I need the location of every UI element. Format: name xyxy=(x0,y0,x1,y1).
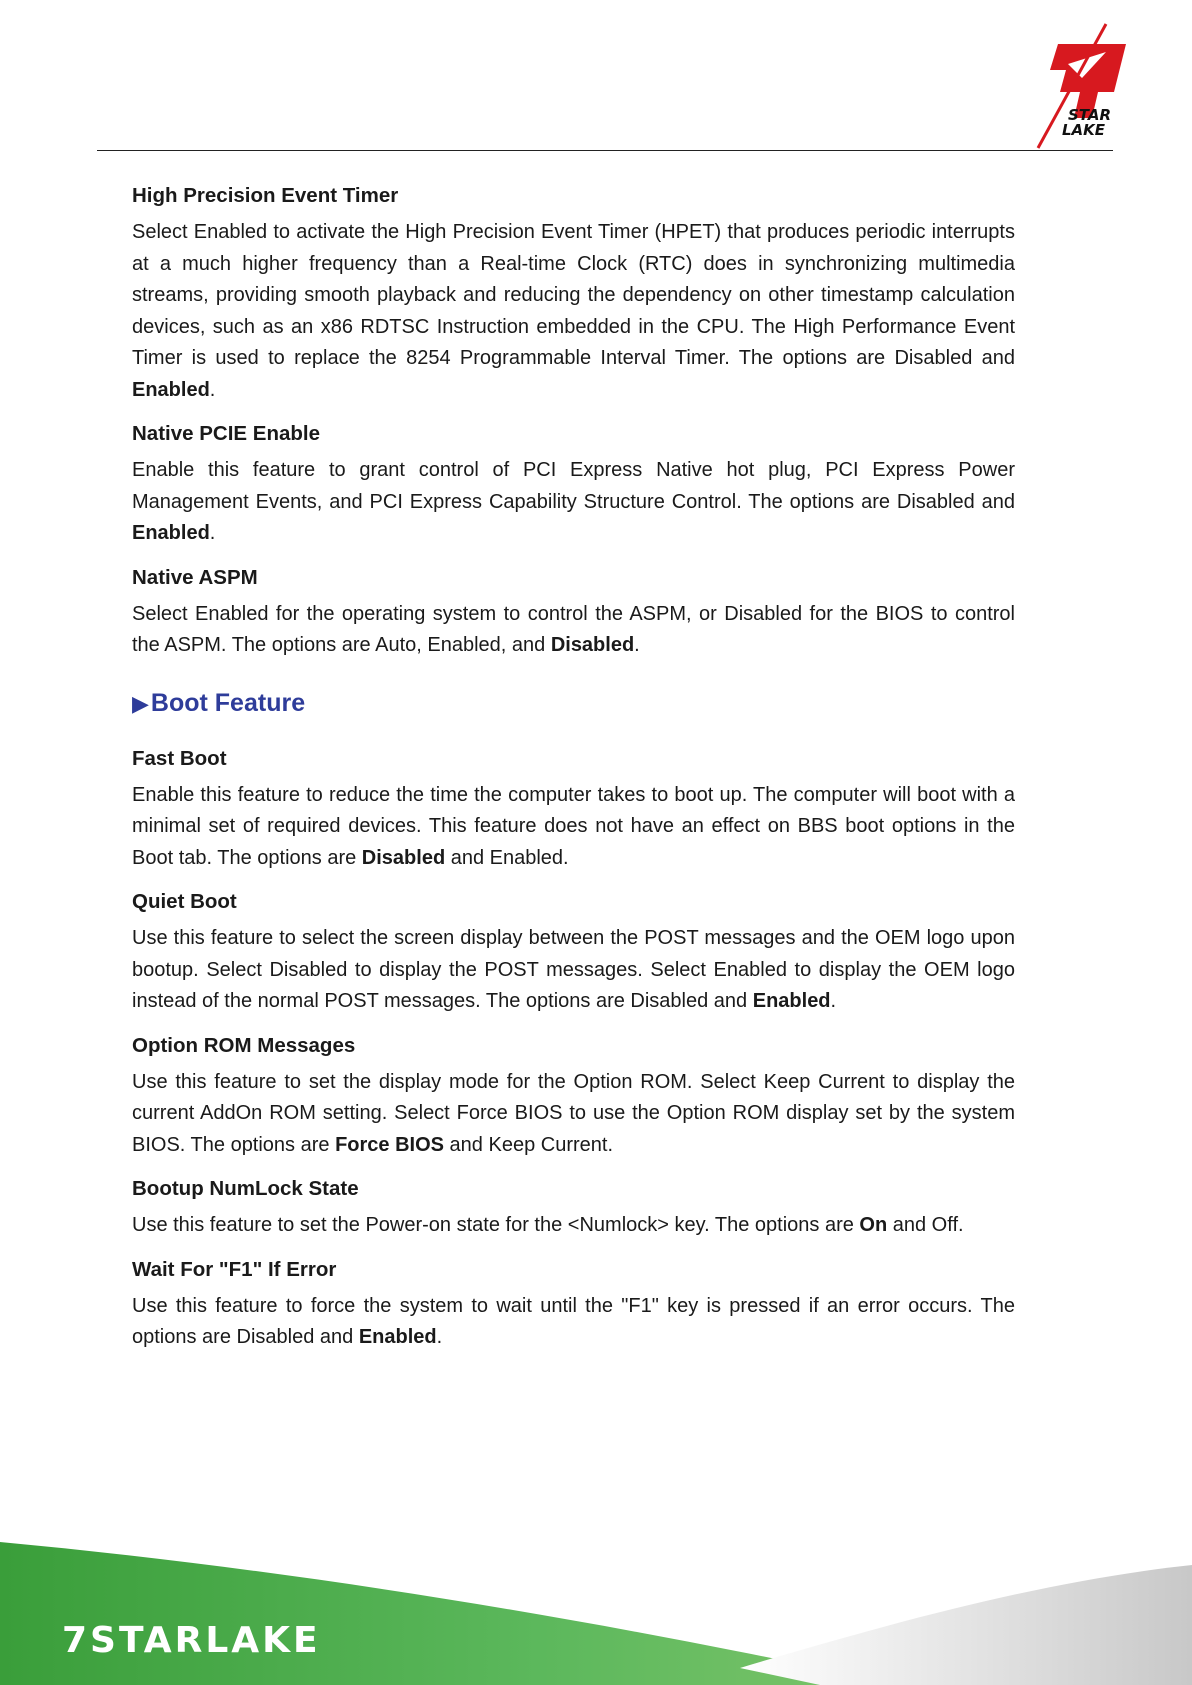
description-text: Enable this feature to reduce the time the computer takes to boot up. The computer will boot with a minimal set of required devices. This feature does not have an effect on BBS boot options in the Boot tab. The options are xyxy=(132,783,1015,869)
description-text: Use this feature to select the screen display between the POST messages and the OEM logo upon bootup. Select Disabled to display the POST messages. Select Enabled to display the OEM logo instead of the normal POST messages. The options are Disabled and xyxy=(132,927,1015,1012)
setting-title: High Precision Event Timer xyxy=(132,184,399,207)
setting-title: Native PCIE Enable xyxy=(132,422,320,445)
default-option: Enabled xyxy=(752,990,831,1012)
section-group-b xyxy=(132,747,1015,1354)
triangle-arrow-icon: ▶ xyxy=(132,690,149,716)
setting-section xyxy=(132,747,1015,875)
boot-feature-title: Boot Feature xyxy=(150,688,306,717)
default-option: On xyxy=(859,1214,888,1236)
default-option: Disabled xyxy=(361,846,446,869)
setting-description xyxy=(132,1291,1015,1354)
setting-section xyxy=(132,1258,1015,1354)
setting-description xyxy=(132,923,1015,1018)
svg-text:STAR: STAR xyxy=(1068,106,1112,124)
document-body xyxy=(132,184,1015,1354)
description-text: Select Enabled to activate the High Precision Event Timer (HPET) that produces periodic interrupts at a much higher frequency than a Real-time Clock (RTC) does in synchronizing multimedia streams, providing smooth playback and reducing the dependency on other timestamp calculation devices, such as an x86 RDTSC Instruction embedded in the CPU. The High Performance Event Timer is used to replace the 8254 Programmable Interval Timer. The options are Disabled and xyxy=(132,221,1015,369)
footer-banner xyxy=(0,1530,1192,1685)
setting-title: Wait For "F1" If Error xyxy=(132,1257,337,1281)
description-text: Use this feature to set the display mode for the Option ROM. Select Keep Current to display the current AddOn ROM setting. Select Force BIOS to use the Option ROM display set by the system BIOS. The options are xyxy=(132,1070,1015,1156)
footer-brand-text: 7STARLAKE xyxy=(62,1620,321,1661)
boot-feature-heading xyxy=(132,688,1015,719)
star-lake-logo xyxy=(1010,22,1128,150)
description-tail: . xyxy=(209,378,216,401)
section-group-a xyxy=(132,184,1015,662)
description-text: Use this feature to force the system to wait until the "F1" key is pressed if an error occurs. The options are Disabled and xyxy=(132,1294,1015,1348)
setting-section xyxy=(132,184,1015,406)
description-tail: and Off. xyxy=(887,1214,964,1236)
header-divider xyxy=(97,150,1113,151)
default-option: Enabled xyxy=(358,1326,437,1348)
setting-section xyxy=(132,1177,1015,1242)
description-tail: and Enabled. xyxy=(445,846,569,869)
setting-title: Quiet Boot xyxy=(132,890,237,913)
description-tail: and Keep Current. xyxy=(444,1133,613,1156)
description-text: Use this feature to set the Power-on state for the <Numlock> key. The options are xyxy=(132,1214,860,1236)
setting-description xyxy=(132,1067,1015,1162)
setting-title: Fast Boot xyxy=(132,746,227,770)
setting-description xyxy=(132,1210,1015,1242)
description-tail: . xyxy=(634,634,640,656)
description-text: Enable this feature to grant control of PCI Express Native hot plug, PCI Express Power Management Events, and PCI Express Capability Structure Control. The options are Disabled and xyxy=(132,459,1015,513)
svg-text:LAKE: LAKE xyxy=(1062,121,1106,139)
setting-section xyxy=(132,890,1015,1018)
setting-description xyxy=(132,217,1015,406)
default-option: Enabled xyxy=(132,522,210,544)
setting-section xyxy=(132,566,1015,662)
setting-title: Native ASPM xyxy=(132,565,258,589)
default-option: Enabled xyxy=(132,378,210,401)
setting-description xyxy=(132,455,1015,550)
description-tail: . xyxy=(436,1326,443,1348)
default-option: Force BIOS xyxy=(335,1133,444,1156)
description-tail: . xyxy=(209,522,216,544)
default-option: Disabled xyxy=(550,634,635,656)
setting-description xyxy=(132,780,1015,875)
description-tail: . xyxy=(830,990,837,1012)
description-text: Select Enabled for the operating system to control the ASPM, or Disabled for the BIOS to control the ASPM. The options are Auto, Enabled, and xyxy=(132,602,1015,656)
setting-title: Option ROM Messages xyxy=(132,1033,356,1057)
setting-description xyxy=(132,599,1015,662)
setting-title: Bootup NumLock State xyxy=(132,1177,359,1200)
setting-section xyxy=(132,422,1015,550)
setting-section xyxy=(132,1034,1015,1162)
